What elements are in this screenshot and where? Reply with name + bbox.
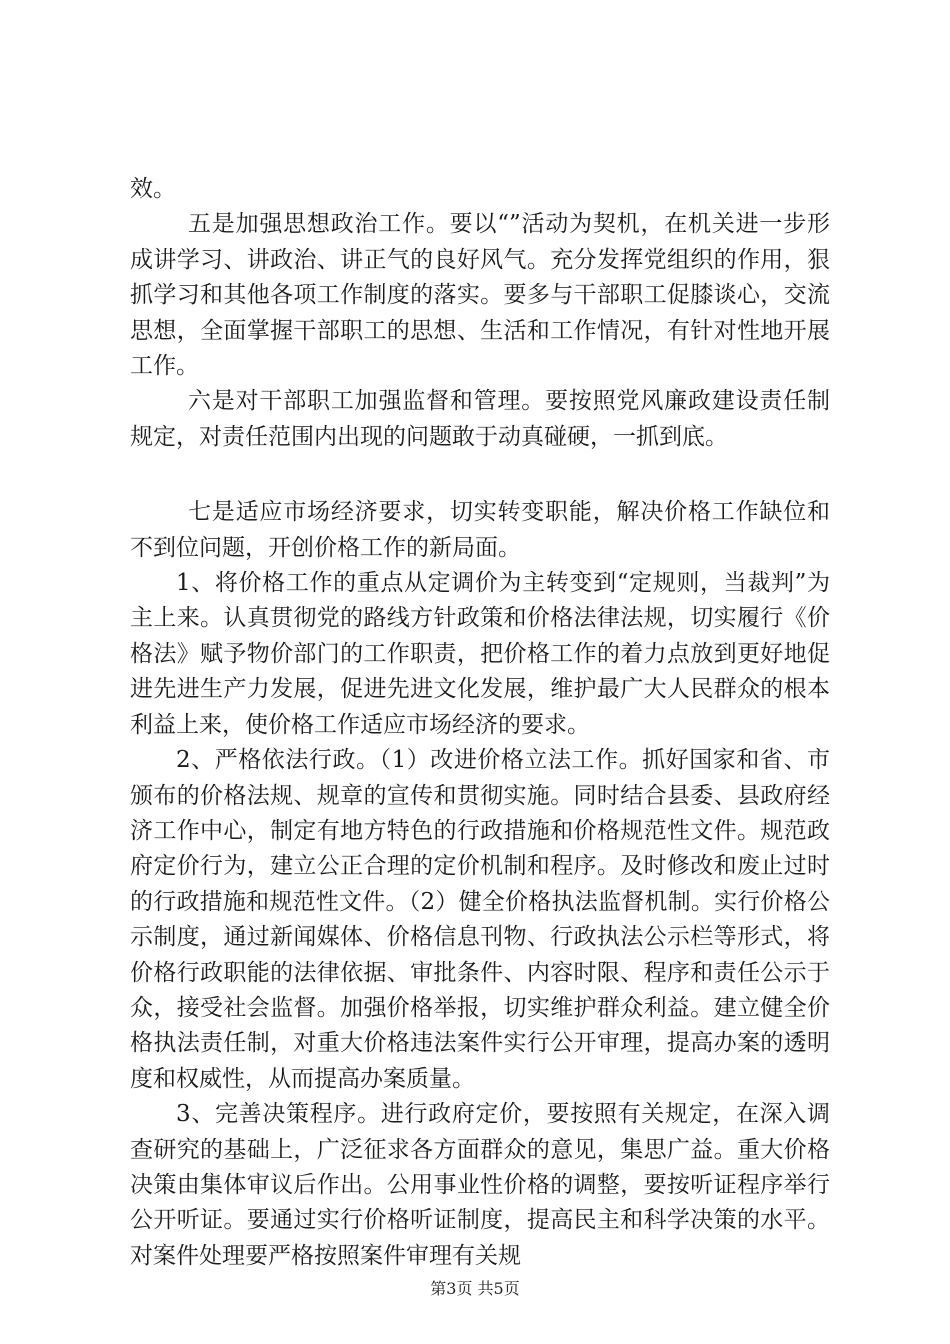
paragraph-continuation: 效。 — [130, 176, 176, 202]
paragraph-item-6: 六是对干部职工加强监督和管理。要按照党风廉政建设责任制规定，对责任范围内出现的问题敢于动真碰硬，一抓到底。 — [130, 388, 830, 450]
document-body — [130, 172, 830, 1274]
paragraph-spacer — [130, 455, 830, 495]
page-number-footer: 第3页 共5页 — [430, 1279, 520, 1298]
paragraph-item-7: 七是适应市场经济要求，切实转变职能，解决价格工作缺位和不到位问题，开创价格工作的新局面。 — [130, 499, 830, 561]
paragraph-subitem-3: 3、完善决策程序。进行政府定价，要按照有关规定，在深入调查研究的基础上，广泛征求各方面群众的意见，集思广益。重大价格决策由集体审议后作出。公用事业性价格的调整，要按听证程序举行公开听证。要通过实行价格听证制度，提高民主和科学决策的水平。对案件处理要严格按照案件审理有关规 — [130, 1101, 830, 1269]
paragraph-subitem-2: 2、严格依法行政。（1）改进价格立法工作。抓好国家和省、市颁布的价格法规、规章的宣传和贯彻实施。同时结合县委、县政府经济工作中心，制定有地方特色的行政措施和价格规范性文件。规范政府定价行为，建立公正合理的定价机制和程序。及时修改和废止过时的行政措施和规范性文件。（2）健全价格执法监督机制。实行价格公示制度，通过新闻媒体、价格信息刊物、行政执法公示栏等形式，将价格行政职能的法律依据、审批条件、内容时限、程序和责任公示于众，接受社会监督。加强价格举报，切实维护群众利益。建立健全价格执法责任制，对重大价格违法案件实行公开审理，提高办案的透明度和权威性，从而提高办案质量。 — [130, 747, 830, 1092]
paragraph-item-5: 五是加强思想政治工作。要以“”活动为契机，在机关进一步形成讲学习、讲政治、讲正气的良好风气。充分发挥党组织的作用，狠抓学习和其他各项工作制度的落实。要多与干部职工促膝谈心，交流思想，全面掌握干部职工的思想、生活和工作情况，有针对性地开展工作。 — [130, 211, 830, 380]
paragraph-subitem-1: 1、将价格工作的重点从定调价为主转变到“定规则，当裁判”为主上来。认真贯彻党的路线方针政策和价格法律法规，切实履行《价格法》赋予物价部门的工作职责，把价格工作的着力点放到更好地促进先进生产力发展，促进先进文化发展，维护最广大人民群众的根本利益上来，使价格工作适应市场经济的要求。 — [130, 570, 830, 738]
